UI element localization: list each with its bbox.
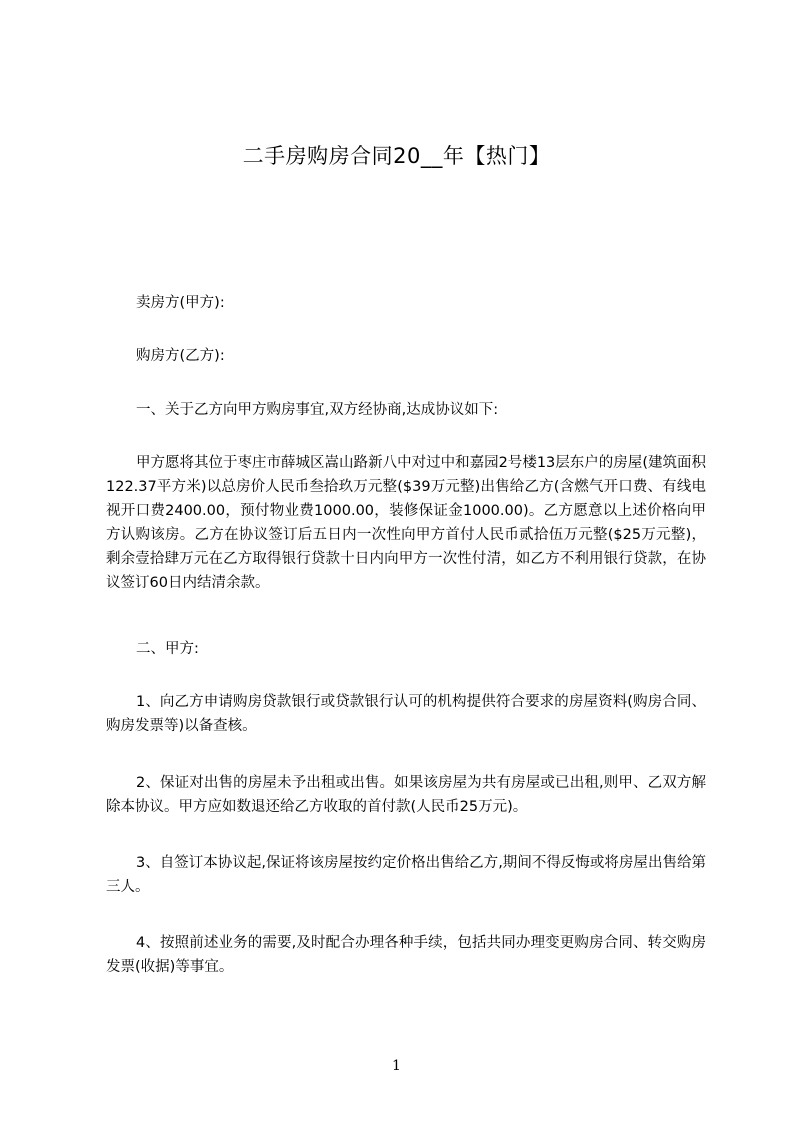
buyer-line: 购房方(乙方): bbox=[136, 348, 225, 364]
document-title: 二手房购房合同20__年【热门】 bbox=[242, 144, 551, 168]
clause-item-1: 1、向乙方申请购房贷款银行或贷款银行认可的机构提供符合要求的房屋资料(购房合同、购房发票等)以备查核。 bbox=[106, 694, 706, 734]
clause-item-3: 3、自签订本协议起,保证将该房屋按约定价格出售给乙方,期间不得反悔或将房屋出售给第三人。 bbox=[106, 855, 706, 895]
page-number: 1 bbox=[392, 1058, 401, 1074]
clause-item-4: 4、按照前述业务的需要,及时配合办理各种手续，包括共同办理变更购房合同、转交购房发票(收据)等事宜。 bbox=[106, 935, 706, 975]
section-1-heading: 一、关于乙方向甲方购房事宜,双方经协商,达成协议如下: bbox=[136, 402, 499, 418]
section-1-body: 甲方愿将其位于枣庄市薛城区嵩山路新八中对过中和嘉园2号楼13层东户的房屋(建筑面积122.37平方米)以总房价人民币叁拾玖万元整($39万元整)出售给乙方(含燃气开口费、有线电视开口费2400.00，预付物业费1000.00，装修保证金1000.00)。乙方愿意以上述价格向甲方认购该房。乙方在协议签订后五日内一次性向甲方首付人民币贰拾伍万元整($25万元整)，剩余壹拾肆万元在乙方取得银行贷款十日内向甲方一次性付清，如乙方不利用银行贷款，在协议签订60日内结清余款。 bbox=[106, 455, 706, 591]
seller-line: 卖房方(甲方): bbox=[136, 295, 225, 311]
section-2-heading: 二、甲方: bbox=[136, 641, 199, 657]
clause-item-2: 2、保证对出售的房屋未予出租或出售。如果该房屋为共有房屋或已出租,则甲、乙双方解除本协议。甲方应如数退还给乙方收取的首付款(人民币25万元)。 bbox=[106, 775, 706, 815]
